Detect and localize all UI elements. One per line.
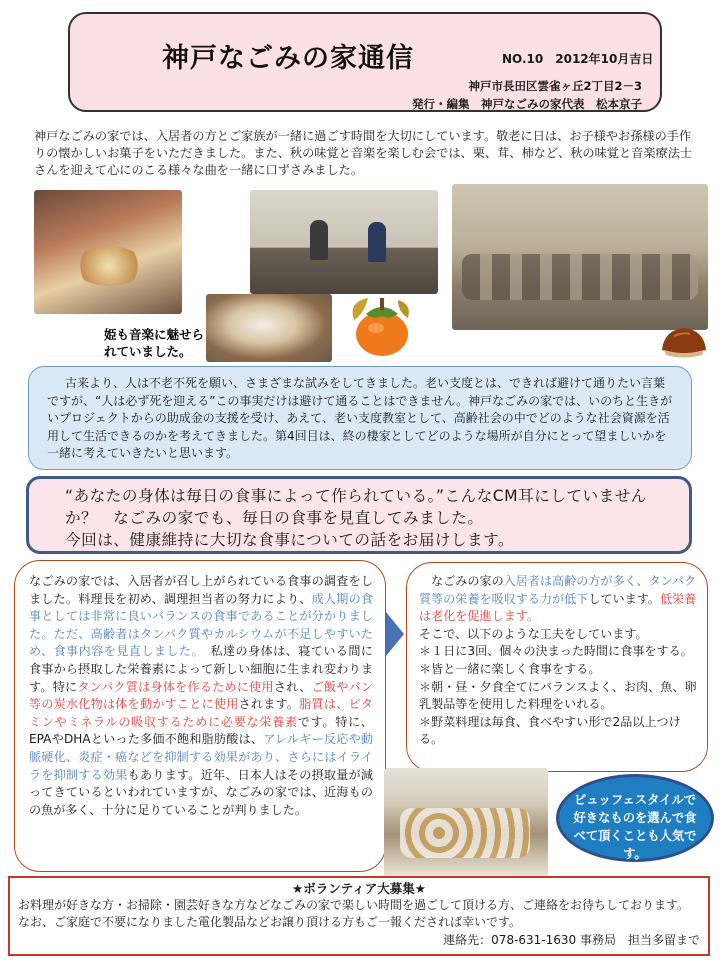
survey-text: です。特に、EPAやDHAといった多価不飽和脂肪酸は、	[29, 714, 373, 747]
measures-text: なごみの家の	[431, 574, 504, 588]
measure-item: ＊朝・昼・夕食全てにバランスよく、お肉、魚、卵 乳製品等を使用した料理をいれる。	[419, 679, 709, 712]
oi-jitaku-notice: 古来より、人は不老不死を願い、さまざまな試みをしてきました。老い支度とは、できれば避けて通りたい言葉ですが、“人は必ず死を迎える”この事実だけは避けて通ることはできません。神戸なごみの家では、いのちと生きがいプロジェクトからの助成金の支援を受け、あえて、老い支度教室として、高齢社会の中でどのような社会資源を活用して生活できるのかを考えてきました。第4回目は、終の棲家としてどのような場所が自分にとって望ましいかを一緒に考えていきたいと思います。	[28, 366, 692, 470]
photo-music-performance	[250, 190, 438, 294]
issue-number-date: NO.10 2012年10月吉日	[502, 52, 654, 66]
meal-survey-column	[14, 560, 386, 872]
arrow-right-icon	[386, 612, 404, 656]
intro-paragraph: 神戸なごみの家では、入居者の方とご家族が一緒に過ごす時間を大切にしています。敬老に日は、お子様やお孫様の手作りの懐かしいお菓子をいただきました。また、秋の味覚と音楽を楽しむ会では、栗、茸、柿など、秋の味覚と音楽療法士さんを迎えて心にのこる様々な曲を一緒に口ずさみました。	[34, 129, 693, 177]
survey-highlight-epa-dha: アレルギー反応や動脈硬化、炎症・癌などを抑制する効果があり、さらにはイライラを抑制する効果	[29, 732, 373, 782]
survey-text: され、	[273, 679, 312, 694]
survey-highlight-carbs: ご飯やパン等の炭水化物は体を動かすことに使用	[29, 679, 373, 712]
photo-respect-for-aged-sweets	[34, 190, 182, 314]
meal-feature-banner	[26, 476, 692, 554]
measure-item: ＊皆と一緒に楽しく食事をする。	[419, 661, 601, 676]
measures-lead: そこで、以下のような工夫をしています。	[419, 626, 648, 641]
newsletter-title: 神戸なごみの家通信	[162, 43, 414, 74]
photo-autumn-gathering	[452, 184, 708, 330]
measure-item: ＊野菜料理は毎食、食べやすい形で2品以上つける。	[419, 714, 681, 747]
meal-banner-line1: “あなたの身体は毎日の食事によって作られている。”こんなCM耳にしていませんか？ なごみの家でも、毎日の食事を見直してみました。	[65, 487, 647, 527]
photo-dog-hime	[206, 294, 332, 362]
dog-caption: 姫も音楽に魅せられていました。	[104, 327, 205, 359]
publisher-address: 神戸市長田区雲雀ヶ丘2丁目2－3	[468, 79, 642, 93]
publisher-editor: 発行・編集 神戸なごみの家代表 松本京子	[412, 97, 642, 111]
measures-text: しています。	[588, 591, 660, 606]
survey-text: なごみの家では、入居者が召し上がられている食事の調査をしました。料理長を初め、調理担当者の努力により、	[29, 574, 373, 606]
volunteer-title: ★ボランティア大募集★	[292, 881, 426, 896]
survey-text: もあります。近年、日本人はその摂取量が減ってきているといわれていますが、なごみの家では、近海ものの魚が多く、十分に足りていることが判りました。	[29, 767, 373, 817]
persimmon-icon	[346, 290, 416, 360]
photo-buffet-meal	[384, 768, 548, 878]
volunteer-contact: 連絡先：078-631-1630 事務局 担当多留まで	[443, 933, 700, 947]
chestnut-icon	[658, 322, 710, 358]
volunteer-body: お料理が好きな方・お掃除・園芸好きな方などなごみの家で楽しい時間を過ごして頂ける方、ご連絡をお待ちしております。なお、ご家庭で不要になりました電化製品などお譲り頂ける方もご一報くだされば幸いです。	[18, 898, 690, 929]
measures-highlight-elderly: 入居者は高齢の方が多く、タンパク質等の栄養を吸収する力が低下	[419, 574, 697, 606]
measures-highlight-malnutrition: 低栄養は老化を促進します。	[419, 591, 697, 624]
survey-highlight-balance: 成人期の食事としては非常に良いバランスの食事であることが分かりました。ただ、高齢者はタンパク質やカルシウムが不足しやすいため、食事内容を見直しました。	[29, 591, 373, 659]
meal-measures-column	[406, 562, 708, 772]
measure-item: ＊１日に3回、個々の決まった時間に食事をする。	[419, 644, 693, 659]
buffet-bubble: ビュッフェスタイルで好きなものを選んで食べて頂くことも人気です。	[556, 774, 714, 862]
measures-intro	[419, 573, 697, 626]
survey-text: 私達の身体は、寝ている間に食事から摂取した栄養素によって新しい細胞に生まれ変わります。特に	[29, 644, 373, 694]
survey-highlight-protein: タンパク質は身体を作るために使用	[77, 679, 274, 694]
volunteer-recruitment	[8, 876, 710, 956]
survey-highlight-fat: 脂質は、ビタミンやミネラルの吸収するために必要な栄養素	[29, 697, 373, 729]
newsletter-header	[68, 12, 662, 112]
survey-text: されます。	[238, 697, 300, 712]
meal-banner-line2: 今回は、健康維持に大切な食事についての話をお届けします。	[65, 531, 515, 549]
